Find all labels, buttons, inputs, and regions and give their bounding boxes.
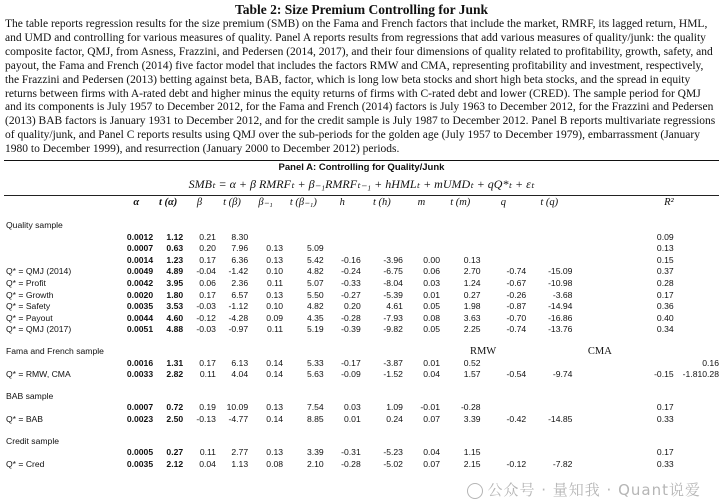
section-label: Fama and French sample xyxy=(6,346,104,356)
table-cell: 0.13 xyxy=(656,243,674,254)
table-cell: 1.57 xyxy=(463,369,481,380)
table-row xyxy=(4,358,719,370)
table-cell: -0.26 xyxy=(506,289,527,300)
row-label xyxy=(4,232,119,244)
header-row xyxy=(4,196,719,210)
table-cell: -13.76 xyxy=(548,324,573,335)
table-cell: 8.85 xyxy=(306,413,324,424)
table-cell: 0.37 xyxy=(656,266,674,277)
table-cell: 5.42 xyxy=(306,254,324,265)
table-cell: -6.75 xyxy=(383,266,403,277)
column-header: t (β) xyxy=(223,197,241,209)
table-cell: -0.28 xyxy=(341,458,361,469)
table-cell: -0.87 xyxy=(506,301,527,312)
table-cell xyxy=(526,232,572,244)
table-row xyxy=(4,278,719,290)
table-cell: 0.36 xyxy=(656,301,674,312)
column-header: β₋₁ xyxy=(258,197,273,209)
table-cell: 0.10 xyxy=(266,266,284,277)
table-cell: 1.15 xyxy=(463,447,481,458)
table-cell: 4.89 xyxy=(166,266,184,277)
column-header: R² xyxy=(664,197,674,209)
table-cell: 3.53 xyxy=(166,301,184,312)
row-label: Q* = Profit xyxy=(6,278,46,289)
table-row xyxy=(4,414,719,426)
table-cell: 0.33 xyxy=(656,458,674,469)
table-cell: 0.72 xyxy=(166,402,184,413)
table-cell: 2.15 xyxy=(463,458,481,469)
table-cell: 0.17 xyxy=(199,254,216,265)
table-cell: 0.17 xyxy=(199,357,216,368)
table-cell: 3.39 xyxy=(306,447,324,458)
table-cell: 0.0020 xyxy=(126,289,154,300)
table-cell: 0.04 xyxy=(423,447,440,458)
subheader-rmw: RMW xyxy=(469,346,497,357)
table-cell: 0.11 xyxy=(199,447,216,458)
table-cell: -1.81 xyxy=(682,369,703,380)
panel-title: Panel A: Controlling for Quality/Junk xyxy=(278,162,445,174)
table-cell: 0.01 xyxy=(344,413,361,424)
section-label: BAB sample xyxy=(6,390,54,401)
table-cell: 0.0014 xyxy=(126,254,154,265)
table-cell xyxy=(526,358,572,370)
table-cell: 0.00 xyxy=(423,254,440,265)
table-cell: 2.36 xyxy=(231,278,249,289)
table-cell: 4.88 xyxy=(166,324,184,335)
table-cell: 0.13 xyxy=(266,402,284,413)
table-cell: 0.11 xyxy=(266,278,284,289)
table-cell: 1.13 xyxy=(231,458,249,469)
table-row xyxy=(4,290,719,302)
row-label: Q* = Payout xyxy=(6,312,53,323)
table-cell: 8.30 xyxy=(231,231,249,242)
row-label: Q* = QMJ (2017) xyxy=(6,324,72,335)
section-label: Quality sample xyxy=(6,220,63,231)
table-cell: 0.63 xyxy=(166,243,184,254)
row-label: Q* = RMW, CMA xyxy=(6,369,71,380)
table-cell: -5.23 xyxy=(383,447,403,458)
table-cell: -3.87 xyxy=(383,357,403,368)
table-cell: 0.17 xyxy=(656,447,674,458)
table-cell xyxy=(403,232,440,244)
table-cell: -0.04 xyxy=(196,266,216,277)
table-cell xyxy=(283,232,324,244)
table-cell: 0.13 xyxy=(266,254,284,265)
table-cell: 2.82 xyxy=(166,369,184,380)
subheader-cma: CMA xyxy=(587,346,612,357)
table-cell: 0.0051 xyxy=(126,324,154,335)
table-cell: -0.74 xyxy=(506,324,527,335)
table-cell: 0.03 xyxy=(423,278,440,289)
table-cell xyxy=(526,447,572,459)
table-cell xyxy=(526,243,572,255)
table-cell: 0.14 xyxy=(266,357,284,368)
table-body xyxy=(4,210,719,470)
table-cell: 6.13 xyxy=(231,357,249,368)
section-header xyxy=(4,436,719,448)
table-cell: -1.52 xyxy=(383,369,403,380)
table-cell: 4.35 xyxy=(306,312,324,323)
table-row xyxy=(4,301,719,313)
table-cell: 1.12 xyxy=(166,231,184,242)
table-cell: -0.74 xyxy=(506,266,527,277)
table-cell: -0.97 xyxy=(228,324,249,335)
table-cell: 0.21 xyxy=(199,231,216,242)
table-cell: -7.82 xyxy=(552,458,573,469)
column-header: h xyxy=(339,197,345,209)
table-row xyxy=(4,232,719,244)
table-cell: 0.14 xyxy=(266,413,284,424)
table-cell: 0.17 xyxy=(199,289,216,300)
table-cell: 2.50 xyxy=(166,413,184,424)
table-cell: 2.10 xyxy=(306,458,324,469)
table-cell: -5.39 xyxy=(383,289,403,300)
table-cell: 0.34 xyxy=(656,324,674,335)
table-cell: -0.16 xyxy=(341,254,361,265)
table-cell: -9.74 xyxy=(552,369,573,380)
watermark: 公众号 · 量知我 · Quant说爱 xyxy=(467,479,701,500)
table-cell: 0.05 xyxy=(423,324,440,335)
regression-table xyxy=(4,196,719,470)
table-cell: 0.16 xyxy=(702,357,719,368)
table-cell: 0.08 xyxy=(266,458,284,469)
table-cell: -3.68 xyxy=(552,289,573,300)
table-cell: 0.28 xyxy=(702,369,719,380)
row-label xyxy=(4,243,119,255)
table-row xyxy=(4,243,719,255)
table-cell: 0.09 xyxy=(266,312,284,323)
table-cell: -8.04 xyxy=(383,278,403,289)
table-cell: -0.09 xyxy=(341,369,361,380)
table-cell: 0.19 xyxy=(199,402,216,413)
table-cell: 0.07 xyxy=(423,458,440,469)
table-cell: 0.17 xyxy=(656,402,674,413)
table-cell: -0.15 xyxy=(654,369,674,380)
table-cell: 0.0035 xyxy=(126,301,154,312)
table-cell xyxy=(526,402,572,414)
table-cell: -1.42 xyxy=(228,266,249,277)
table-cell: 5.33 xyxy=(306,357,324,368)
table-cell: 0.13 xyxy=(463,254,481,265)
table-cell: 0.0033 xyxy=(126,369,154,380)
column-header: α xyxy=(133,197,140,209)
table-cell: -1.12 xyxy=(228,301,249,312)
table-cell: 0.05 xyxy=(423,301,440,312)
table-cell: -4.28 xyxy=(228,312,249,323)
table-cell: -0.39 xyxy=(341,324,361,335)
table-cell: -0.27 xyxy=(341,289,361,300)
column-header: q xyxy=(500,197,506,209)
table-cell xyxy=(361,232,403,244)
table-cell: 5.63 xyxy=(306,369,324,380)
table-cell: -0.17 xyxy=(341,357,361,368)
table-cell: 0.15 xyxy=(656,254,674,265)
table-cell: 0.0007 xyxy=(126,243,154,254)
table-cell: -0.42 xyxy=(506,413,527,424)
table-row xyxy=(4,266,719,278)
table-cell: 1.09 xyxy=(386,402,403,413)
table-cell: 0.0005 xyxy=(126,447,154,458)
table-cell: 0.13 xyxy=(266,243,284,254)
table-cell: 0.0035 xyxy=(126,458,154,469)
table-cell: 1.80 xyxy=(166,289,184,300)
table-cell: 0.27 xyxy=(463,289,481,300)
row-label: Q* = Cred xyxy=(6,458,45,469)
table-cell: 0.27 xyxy=(166,447,184,458)
table-cell: 0.0016 xyxy=(126,357,154,368)
table-cell: 0.01 xyxy=(423,289,440,300)
table-cell: 0.52 xyxy=(463,357,481,368)
table-cell: 0.04 xyxy=(423,369,440,380)
table-cell: 0.24 xyxy=(386,413,403,424)
column-header: β xyxy=(196,197,203,209)
table-cell: 3.39 xyxy=(463,413,481,424)
table-cell: -14.85 xyxy=(548,413,573,424)
table-cell: 5.07 xyxy=(306,278,324,289)
table-cell: 5.50 xyxy=(306,289,324,300)
row-label xyxy=(4,358,119,370)
table-cell: 0.07 xyxy=(423,413,440,424)
table-cell: 10.09 xyxy=(226,402,249,413)
table-cell: 0.33 xyxy=(656,413,674,424)
table-cell: -0.28 xyxy=(341,312,361,323)
table-cell: -0.24 xyxy=(341,266,361,277)
table-cell: 1.23 xyxy=(166,254,184,265)
table-cell: 6.57 xyxy=(231,289,249,300)
table-cell: 0.08 xyxy=(423,312,440,323)
table-cell: 1.24 xyxy=(463,278,481,289)
table-row xyxy=(4,255,719,267)
table-cell: 0.0049 xyxy=(126,266,154,277)
table-cell xyxy=(481,255,527,267)
row-label: Q* = Growth xyxy=(6,289,54,300)
table-cell: 1.98 xyxy=(463,301,481,312)
table-cell: 0.0044 xyxy=(126,312,154,323)
column-header: t (q) xyxy=(540,197,559,209)
regression-equation: SMBₜ = α + β RMRFₜ + β₋₁RMRFₜ₋₁ + hHMLₜ + mUMDₜ + qQ*ₜ + εₜ xyxy=(188,177,535,192)
table-row xyxy=(4,313,719,325)
table-caption: The table reports regression results for the size premium (SMB) on the Fama and French factors that include the market, RMRF, its lagged return, HML, and UMD and controlling for various measures of quality. Panel A reports results from regressions that add various measures of quality/junk: the quality composite factor, QMJ, from Asness, Frazzini, and Pedersen (2014, 2017), and their four dimensions of quality related to profitability, growth, safety, and payout, the Fama and French (2014) five factor model that includes the factors RMW and CMA, representing profitability and investment, respectively, the Frazzini and Pedersen (2013) betting against beta, BAB, factor, which is long low beta stocks and short high beta stocks, and the spread in equity returns between firms with A-rated debt and higher minus the equity returns of firms with C-rated debt and lower (CRED). The sample period for QMJ and its components is July 1957 to December 2012, for the Fama and French (2014) factors is July 1963 to December 2012, for the Frazzini and Pedersen (2013) BAB factors is January 1931 to December 2012, and for the credit sample is July 1987 to December 2012. Panel B reports multivariate regressions of quality/junk, and Panel C reports results using QMJ over the sub-periods for the golden age (July 1957 to December 1979), embarrassment (January 1980 to December 1999), and resurrection (January 2000 to December 2012) periods. xyxy=(5,18,716,156)
table-cell: -7.93 xyxy=(383,312,403,323)
table-cell xyxy=(481,358,527,370)
table-cell: 0.06 xyxy=(423,266,440,277)
table-cell: 1.31 xyxy=(166,357,184,368)
table-cell: 0.06 xyxy=(199,278,216,289)
section-header xyxy=(4,220,719,232)
row-label: Q* = BAB xyxy=(6,413,44,424)
row-label xyxy=(4,447,119,459)
table-cell: 0.0023 xyxy=(126,413,154,424)
table-cell: 0.03 xyxy=(344,402,361,413)
row-label xyxy=(4,402,119,414)
table-cell: 0.0007 xyxy=(126,402,154,413)
column-header: t (α) xyxy=(158,197,178,209)
table-cell: -10.98 xyxy=(548,278,573,289)
table-cell: 0.0042 xyxy=(126,278,154,289)
table-cell: 0.10 xyxy=(266,301,284,312)
row-label: Q* = Safety xyxy=(6,301,51,312)
table-cell: -0.70 xyxy=(506,312,527,323)
table-cell: 0.40 xyxy=(656,312,674,323)
table-cell: 0.11 xyxy=(266,324,284,335)
table-cell: 2.77 xyxy=(231,447,249,458)
table-cell xyxy=(481,447,527,459)
table-cell: 3.95 xyxy=(166,278,184,289)
table-cell: 0.01 xyxy=(423,357,440,368)
column-header: t (m) xyxy=(450,197,471,209)
table-cell: 5.19 xyxy=(306,324,324,335)
table-cell: -0.12 xyxy=(196,312,216,323)
table-cell: 2.12 xyxy=(166,458,184,469)
table-cell: 0.17 xyxy=(656,289,674,300)
section-label: Credit sample xyxy=(6,435,60,446)
table-cell: 4.61 xyxy=(386,301,403,312)
table-title: Table 2: Size Premium Controlling for Junk xyxy=(234,2,489,17)
table-cell: 6.36 xyxy=(231,254,249,265)
row-label: Q* = QMJ (2014) xyxy=(6,266,72,277)
table-cell: -0.13 xyxy=(196,413,216,424)
table-row xyxy=(4,369,719,381)
table-cell: 0.20 xyxy=(199,243,216,254)
table-cell: -0.33 xyxy=(341,278,361,289)
table-cell: 4.04 xyxy=(231,369,249,380)
table-cell xyxy=(526,255,572,267)
table-cell: 0.0012 xyxy=(126,231,154,242)
table-cell: -0.31 xyxy=(341,447,361,458)
table-cell: 0.13 xyxy=(266,447,284,458)
table-cell: -0.28 xyxy=(460,402,481,413)
table-cell: -14.94 xyxy=(548,301,573,312)
table-cell: 4.60 xyxy=(166,312,184,323)
table-row xyxy=(4,459,719,471)
table-cell: 0.14 xyxy=(266,369,284,380)
row-label xyxy=(4,255,119,267)
table-cell: -5.02 xyxy=(383,458,403,469)
table-cell: 2.70 xyxy=(463,266,481,277)
table-cell: 3.63 xyxy=(463,312,481,323)
table-cell xyxy=(361,243,403,255)
table-cell: 0.20 xyxy=(344,301,361,312)
table-row xyxy=(4,447,719,459)
table-cell xyxy=(481,402,527,414)
table-cell xyxy=(440,232,481,244)
table-cell: -0.03 xyxy=(196,324,216,335)
table-cell xyxy=(481,243,527,255)
table-cell: -0.01 xyxy=(420,402,440,413)
table-cell: 0.11 xyxy=(199,369,216,380)
table-cell: 0.13 xyxy=(266,289,284,300)
table-row xyxy=(4,402,719,414)
section-header xyxy=(4,346,719,358)
table-cell: 2.25 xyxy=(463,324,481,335)
table-cell: 4.82 xyxy=(306,301,324,312)
table-cell: -15.09 xyxy=(548,266,573,277)
table-cell xyxy=(440,243,481,255)
table-cell: -0.67 xyxy=(506,278,527,289)
table-cell: -4.77 xyxy=(228,413,249,424)
table-cell: -0.12 xyxy=(506,458,527,469)
table-cell: 0.04 xyxy=(199,458,216,469)
table-cell xyxy=(481,232,527,244)
section-header xyxy=(4,391,719,403)
table-cell xyxy=(324,232,361,244)
table-cell: 0.09 xyxy=(656,231,674,242)
table-cell xyxy=(324,243,361,255)
table-cell: -16.86 xyxy=(548,312,573,323)
wechat-icon xyxy=(467,483,483,499)
column-header: t (β₋₁) xyxy=(289,197,317,209)
table-cell: 4.82 xyxy=(306,266,324,277)
table-cell: 7.54 xyxy=(306,402,324,413)
table-cell xyxy=(674,358,703,370)
table-cell: 0.28 xyxy=(656,278,674,289)
table-cell: -3.96 xyxy=(383,254,403,265)
column-header: m xyxy=(417,197,426,209)
column-header: t (h) xyxy=(372,197,391,209)
table-cell: -0.54 xyxy=(506,369,527,380)
table-row xyxy=(4,324,719,336)
table-cell: -0.03 xyxy=(196,301,216,312)
table-cell: 5.09 xyxy=(306,243,324,254)
table-cell xyxy=(248,232,283,244)
table-cell xyxy=(572,358,673,370)
table-cell: -9.82 xyxy=(383,324,403,335)
table-cell: 7.96 xyxy=(231,243,249,254)
table-cell xyxy=(403,243,440,255)
